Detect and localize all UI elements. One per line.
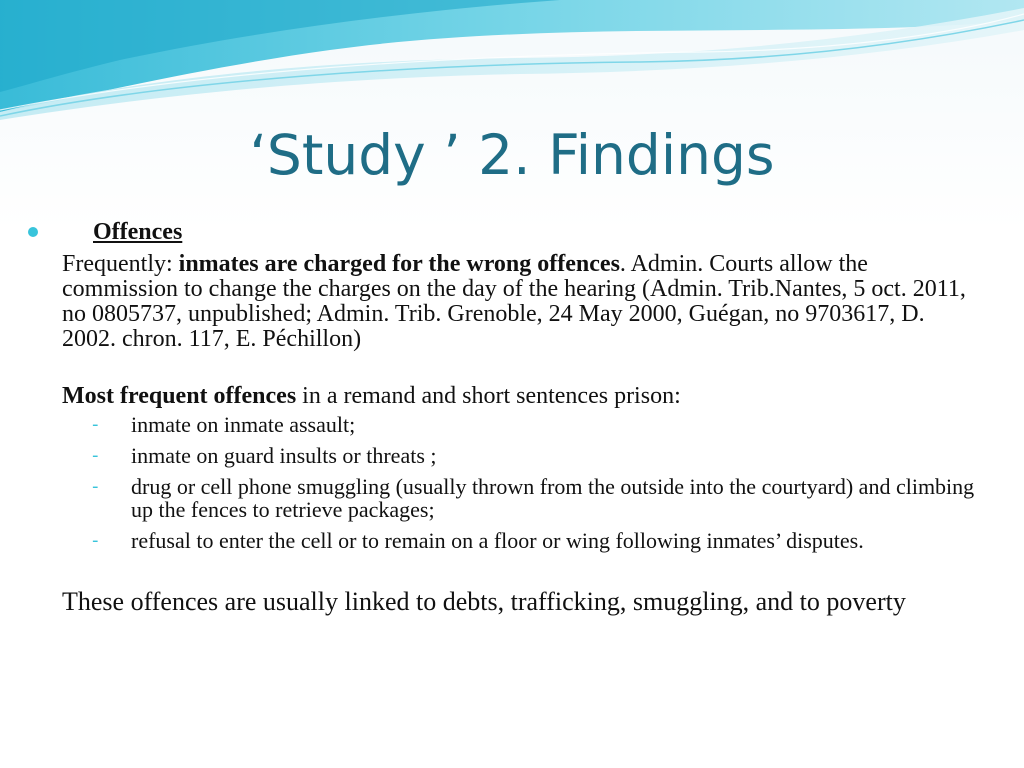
list-item-text: refusal to enter the cell or to remain on a floor or wing following inmates’ disputes. [131,528,864,553]
bullet-offences [62,218,982,248]
para2-bold: Most frequent offences [62,383,297,409]
list-item [62,413,982,436]
paragraph-conclusion: These offences are usually linked to debts, trafficking, smuggling, and to poverty [62,587,906,616]
list-item-text: inmate on guard insults or threats ; [131,443,437,468]
slide-title: ‘Study ’ 2. Findings [249,123,775,187]
paragraph-frequently [62,252,982,352]
para2-rest: in a remand and short sentences prison: [296,383,681,409]
dash-bullet-icon: - [92,445,99,466]
para1-rest: . Admin. Courts allow the commission to change the charges on the day of the hearing (Admin. Trib.Nantes, 5 oct. 2011, no 0805737, unpublished; Admin. Trib. Grenoble, 24 May 2000, Guégan, no 9703617, D. 2002. chron. 117, E. Péchillon) [62,251,966,352]
dash-bullet-icon: - [92,476,99,497]
list-item-text: inmate on inmate assault; [131,412,356,437]
para1-lead: Frequently: [62,251,179,277]
dash-bullet-icon: - [92,530,99,551]
bullet-label: Offences [93,219,183,245]
dash-bullet-icon: - [92,414,99,435]
header-wave-decoration [0,0,1024,130]
list-item [62,529,982,552]
list-item-text: drug or cell phone smuggling (usually thrown from the outside into the courtyard) and climbing up the fences to retrieve packages; [131,474,975,522]
bullet-dot-icon [28,227,38,237]
para1-bold: inmates are charged for the wrong offences [178,251,620,277]
list-item [62,444,982,467]
paragraph-most-frequent [62,384,982,409]
list-item [62,475,982,521]
slide-body [62,218,982,616]
offences-list [62,413,982,552]
